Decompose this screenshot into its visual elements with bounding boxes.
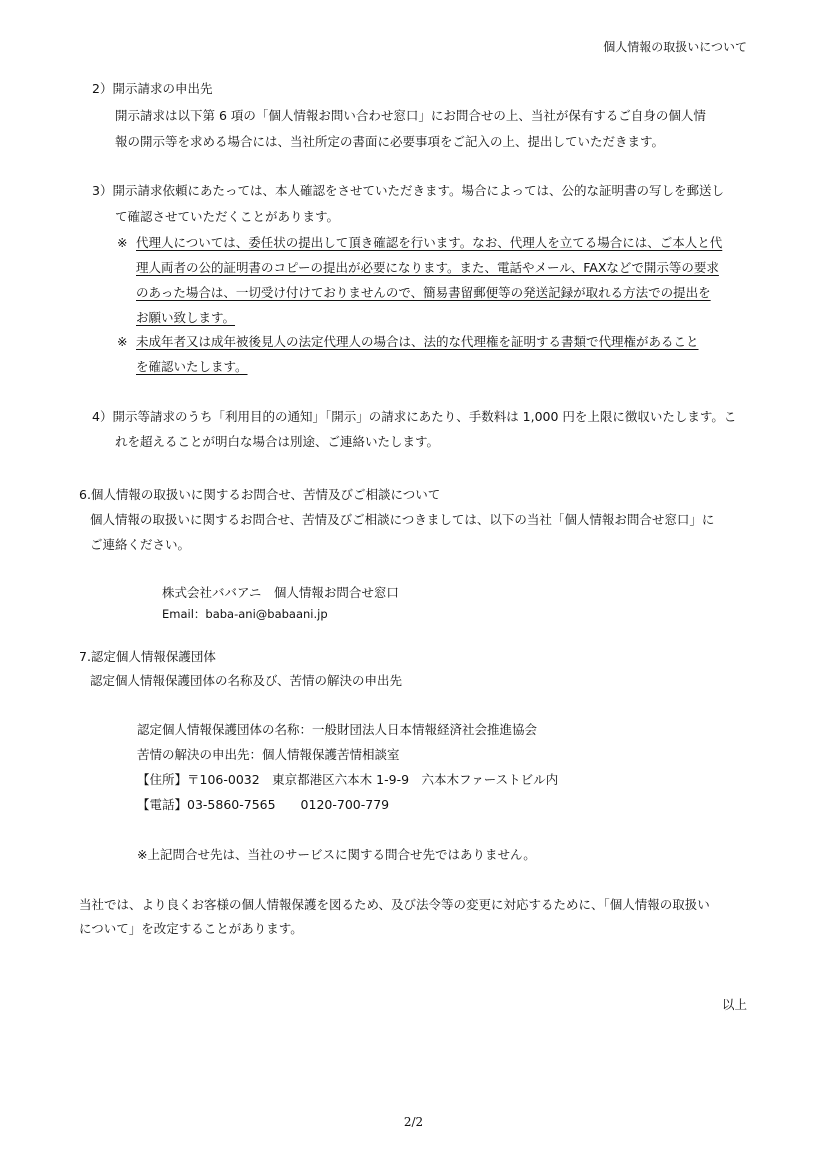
item2-heading: 2）開示請求の申出先 xyxy=(92,81,213,96)
closing-line: 当社では、より良くお客様の個人情報保護を図るため、及び法令等の変更に対応するために、「個人情報の取扱い xyxy=(79,897,710,912)
page-number: 2/2 xyxy=(403,1115,424,1129)
section6-heading: 6.個人情報の取扱いに関するお問合せ、苦情及びご相談について xyxy=(79,487,441,502)
proxy-note-line: 理人両者の公的証明書のコピーの提出が必要になります。また、電話やメール、FAXなどで開示等の要求 xyxy=(136,260,719,275)
item4-body-line: 4）開示等請求のうち「利用目的の通知」「開示」の請求にあたり、手数料は 1,000 円を上限に徴収いたします。こ xyxy=(92,409,737,424)
section7-heading: 7.認定個人情報保護団体 xyxy=(79,649,216,664)
closing-end: 以上 xyxy=(721,997,747,1012)
document-header-title: 個人情報の取扱いについて xyxy=(603,40,747,54)
org-name: 認定個人情報保護団体の名称：一般財団法人日本情報経済社会推進協会 xyxy=(137,722,538,737)
proxy-note-line: のあった場合は、一切受け付けておりませんので、簡易書留郵便等の発送記録が取れる方法での提出を xyxy=(136,285,711,300)
item3-body-line: 3）開示請求依頼にあたっては、本人確認をさせていただきます。場合によっては、公的な証明書の写しを郵送し xyxy=(92,183,724,198)
guardian-note-line: 未成年者又は成年被後見人の法定代理人の場合は、法的な代理権を証明する書類で代理権があること xyxy=(136,334,699,349)
section6-body-line: ご連絡ください。 xyxy=(90,537,191,552)
section6-body-line: 個人情報の取扱いに関するお問合せ、苦情及びご相談につきましては、以下の当社「個人情報お問合せ窓口」に xyxy=(90,512,715,527)
note-mark: ※ xyxy=(117,235,128,250)
note-mark: ※ xyxy=(117,334,128,349)
proxy-note-line: 代理人については、委任状の提出して頂き確認を行います。なお、代理人を立てる場合には、ご本人と代 xyxy=(136,235,723,250)
item2-body-line: 報の開示等を求める場合には、当社所定の書面に必要事項をご記入の上、提出していただきます。 xyxy=(115,134,665,149)
complaint-office: 苦情の解決の申出先：個人情報保護苦情相談室 xyxy=(137,747,400,762)
item3-body-line: て確認させていただくことがあります。 xyxy=(115,209,340,224)
closing-line: について」を改定することがあります。 xyxy=(79,921,303,936)
guardian-note-line: を確認いたします。 xyxy=(136,359,248,374)
contact-name: 株式会社ババアニ 個人情報お問合せ窓口 xyxy=(162,585,399,600)
section7-intro: 認定個人情報保護団体の名称及び、苦情の解決の申出先 xyxy=(90,673,403,688)
org-address: 【住所】〒106-0032 東京都港区六本木 1-9-9 六本木ファーストビル内 xyxy=(137,772,559,787)
item4-body-line: れを超えることが明白な場合は別途、ご連絡いたします。 xyxy=(115,434,440,449)
section7-note: ※上記問合せ先は、当社のサービスに関する問合せ先ではありません。 xyxy=(137,847,536,862)
item2-body-line: 開示請求は以下第 6 項の「個人情報お問い合わせ窓口」にお問合せの上、当社が保有するご自身の個人情 xyxy=(115,108,706,123)
contact-email: Email：baba-ani@babaani.jp xyxy=(162,607,328,621)
proxy-note-line: お願い致します。 xyxy=(136,310,236,325)
org-phone: 【電話】03-5860-7565 0120-700-779 xyxy=(137,797,390,812)
